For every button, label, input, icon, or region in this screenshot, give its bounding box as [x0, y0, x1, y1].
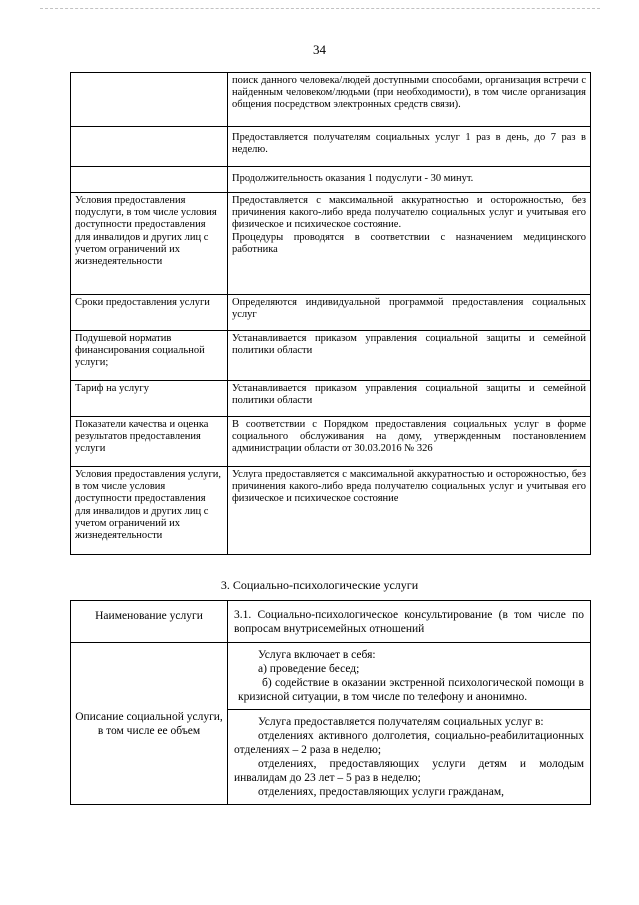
- section-title: 3. Социально-психологические услуги: [220, 578, 419, 592]
- frequency-title: Услуга предоставляется получателям социальных услуг в:: [258, 716, 544, 728]
- service-includes: [228, 643, 591, 710]
- row-label: [71, 127, 228, 167]
- table-row: [71, 73, 591, 127]
- services-table-continued: [70, 72, 591, 555]
- scan-top-line: [40, 8, 600, 9]
- includes-title: Услуга включает в себя:: [258, 649, 376, 661]
- table-row: [71, 381, 591, 417]
- row-label: Показатели качества и оценка результатов предоставления услуги: [71, 417, 228, 467]
- table-row: [71, 331, 591, 381]
- row-value: [228, 193, 591, 295]
- table-row: [71, 127, 591, 167]
- table-row: [71, 193, 591, 295]
- row-value: Услуга предоставляется с максимальной аккуратностью и осторожностью, без причинения какого-либо вреда получателю социальных услуг и учитывая его физическое и психическое состояние: [228, 467, 591, 555]
- service-description-label: Описание социальной услуги, в том числе ее объем: [71, 643, 228, 805]
- page-number: 34: [313, 42, 326, 57]
- row-label: [71, 73, 228, 127]
- row-label: Тариф на услугу: [71, 381, 228, 417]
- table-row: [71, 167, 591, 193]
- row-label: Подушевой норматив финансирования социальной услуги;: [71, 331, 228, 381]
- row-value: Устанавливается приказом управления социальной защиты и семейной политики области: [228, 331, 591, 381]
- row-label: [71, 167, 228, 193]
- row-label: Условия предоставления подуслуги, в том числе условия доступности предоставления для инвалидов и других лиц с учетом ограничений их жизнедеятельности: [71, 193, 228, 295]
- row-label: Сроки предоставления услуги: [71, 295, 228, 331]
- table-row: [71, 467, 591, 555]
- table-row: [71, 295, 591, 331]
- row-value: Определяются индивидуальной программой предоставления социальных услуг: [228, 295, 591, 331]
- table-row: [71, 417, 591, 467]
- row-label: Условия предоставления услуги, в том числе условия доступности предоставления для инвалидов и других лиц с учетом ограничений их жизнедеятельности: [71, 467, 228, 555]
- row-value: Продолжительность оказания 1 подуслуги - 30 минут.: [228, 167, 591, 193]
- row-value-part: Предоставляется с максимальной аккуратностью и осторожностью, без причинения какого-либо вреда получателю социальных услуг и учитывая его физическое и психическое состояние.: [232, 195, 586, 231]
- frequency-item: отделениях, предоставляющих услуги детям и молодым инвалидам до 23 лет – 5 раз в неделю;: [234, 758, 584, 784]
- table-row: [71, 601, 591, 643]
- service-name-value: 3.1. Социально-психологическое консультирование (в том числе по вопросам внутрисемейных отношений: [228, 601, 591, 643]
- row-value: поиск данного человека/людей доступными способами, организация встречи с найденным человеком/людьми (при необходимости), в том числе организация общения посредством электронных средств связи).: [228, 73, 591, 127]
- frequency-item: отделениях, предоставляющих услуги гражданам,: [258, 786, 504, 798]
- includes-item-a: а) проведение бесед;: [258, 663, 360, 675]
- includes-item-b: б) содействие в оказании экстренной психологической помощи в кризисной ситуации, в том числе по телефону и анонимно.: [238, 677, 584, 703]
- row-value-part: Процедуры проводятся в соответствии с назначением медицинского работника: [232, 231, 586, 255]
- service-name-label: Наименование услуги: [71, 601, 228, 643]
- row-value: Устанавливается приказом управления социальной защиты и семейной политики области: [228, 381, 591, 417]
- row-value: Предоставляется получателям социальных услуг 1 раз в день, до 7 раз в неделю.: [228, 127, 591, 167]
- frequency-item: отделениях активного долголетия, социально-реабилитационных отделениях – 2 раза в неделю;: [234, 730, 584, 756]
- table-row: [71, 643, 591, 710]
- service-frequency: [228, 710, 591, 805]
- psychological-services-table: [70, 600, 591, 805]
- row-value: В соответствии с Порядком предоставления социальных услуг в форме социального обслуживания на дому, утвержденным постановлением администрации области от 30.03.2016 № 326: [228, 417, 591, 467]
